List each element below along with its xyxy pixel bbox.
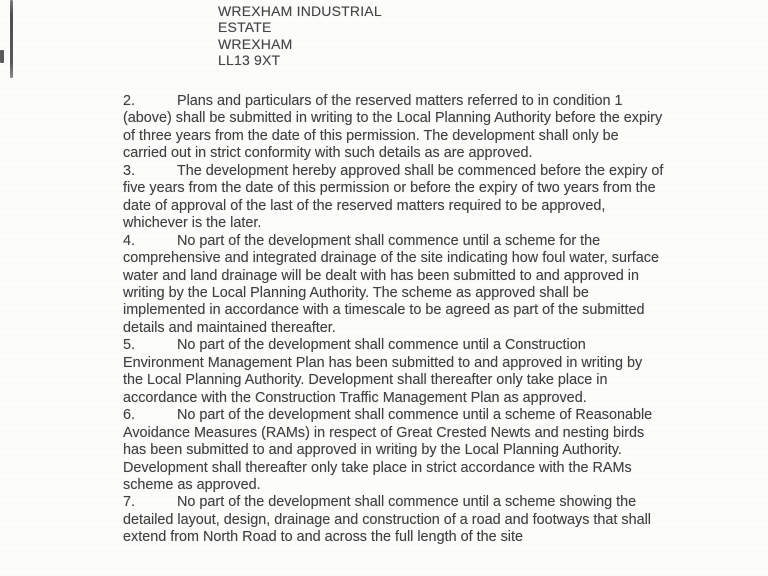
- condition-number: 3.: [123, 162, 136, 179]
- condition-paragraph-2: [123, 93, 664, 163]
- conditions-list: [123, 93, 664, 547]
- address-line: WREXHAM: [218, 35, 293, 52]
- condition-text: Plans and particulars of the reserved matters referred to in condition 1 (above) shall be submitted in writing to the Local Planning Authority before the expiry of three years from the date of this permission. The development shall only be carried out in strict conformity with such details as are approved.: [123, 93, 663, 162]
- condition-paragraph-5: [123, 337, 664, 407]
- condition-paragraph-4: [123, 233, 664, 338]
- scan-artifact-bar: [10, 0, 13, 78]
- condition-number: 7.: [123, 494, 136, 511]
- condition-paragraph-7: [123, 494, 664, 546]
- condition-text: No part of the development shall commence until a Construction Environment Management Plan has been submitted to and approved in writing by the Local Planning Authority. Development shall thereafter only take place in accordance with the Construction Traffic Management Plan as approved.: [123, 337, 643, 406]
- condition-number: 6.: [123, 407, 136, 424]
- condition-number: 5.: [123, 337, 136, 354]
- scan-artifact-blob: [0, 50, 4, 63]
- address-line: LL13 9XT: [218, 51, 281, 68]
- condition-text: No part of the development shall commence until a scheme of Reasonable Avoidance Measures (RAMs) in respect of Great Crested Newts and nesting birds has been submitted to and approved in writing by the Local Planning Authority. Development shall thereafter only take place in strict accordance with the RAMs scheme as approved.: [123, 407, 653, 493]
- condition-text: No part of the development shall commence until a scheme showing the detailed layout, design, drainage and construction of a road and footways that shall extend from North Road to and across the full length of the site: [123, 494, 652, 546]
- condition-paragraph-3: [123, 163, 664, 233]
- condition-number: 2.: [123, 93, 136, 109]
- condition-text: No part of the development shall commence until a scheme for the comprehensive and integrated drainage of the site indicating how foul water, surface water and land drainage will be dealt with has been submitted to and approved in writing by the Local Planning Authority. The scheme as approved shall be implemented in accordance with a timescale to be agreed as part of the submitted details and maintained thereafter.: [123, 232, 659, 336]
- condition-text: The development hereby approved shall be commenced before the expiry of five years from the date of this permission or before the expiry of two years from the date of approval of the last of the reserved matters required to be approved, whichever is the later.: [123, 162, 664, 232]
- address-line: ESTATE: [218, 19, 272, 36]
- condition-paragraph-6: [123, 407, 664, 494]
- address-line: WREXHAM INDUSTRIAL: [218, 3, 382, 19]
- condition-number: 4.: [123, 232, 136, 249]
- recipient-address-block: [218, 3, 382, 68]
